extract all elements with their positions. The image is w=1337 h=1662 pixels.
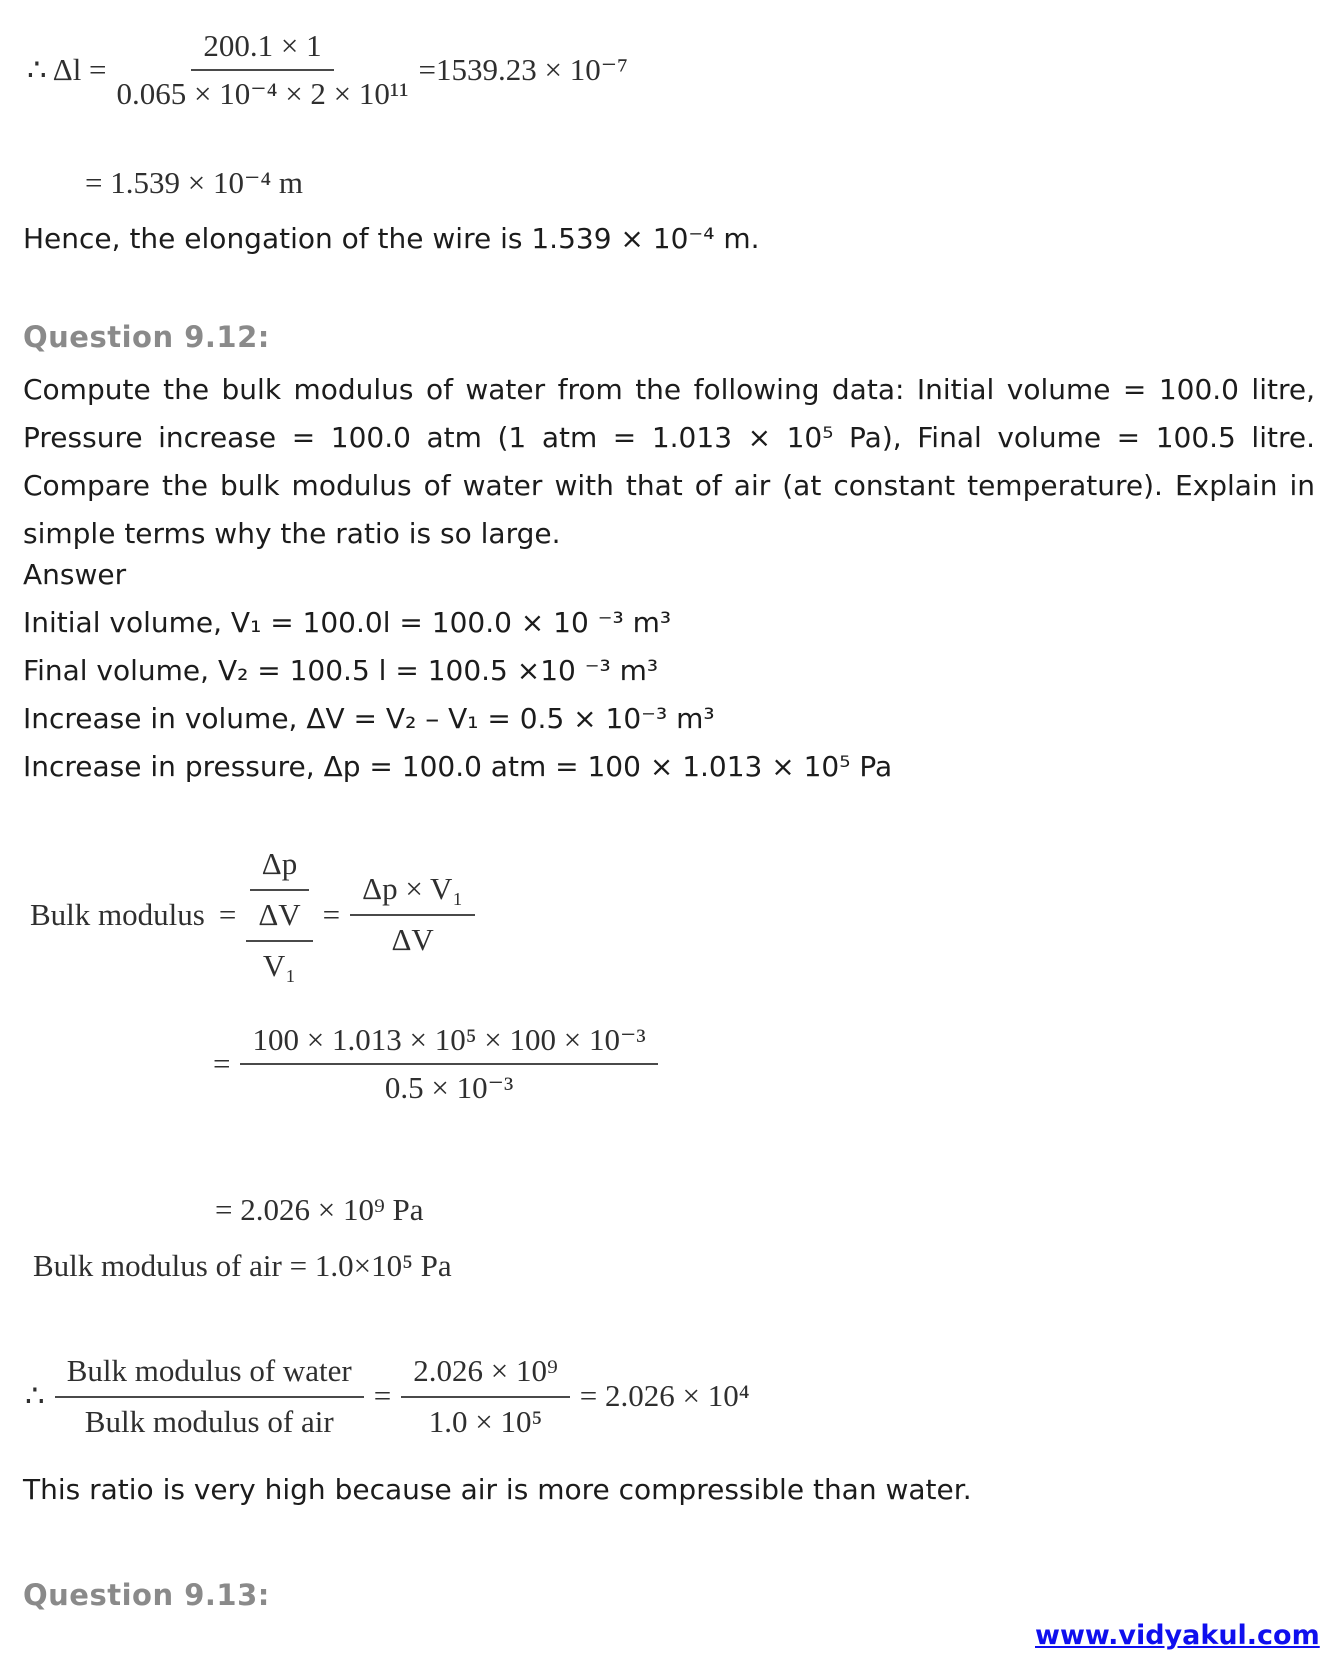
elongation-formula-result: =1539.23 × 10⁻⁷ xyxy=(418,52,628,87)
bulk-modulus-inner-denominator: V₁ xyxy=(262,947,297,983)
bulk-modulus-air-line: Bulk modulus of air = 1.0×10⁵ Pa xyxy=(33,1248,452,1283)
bulk-modulus-outer-fraction xyxy=(246,845,312,985)
bulk-modulus-second-fraction xyxy=(350,870,475,960)
elongation-fraction-numerator: 200.1 × 1 xyxy=(191,28,333,71)
bulk-modulus-equals-2: = xyxy=(322,896,341,932)
initial-volume-line: Initial volume, V₁ = 100.0l = 100.0 × 10 ⁻³ m³ xyxy=(23,606,672,639)
bulk-modulus-outer-numerator: Δp xyxy=(250,845,309,891)
question-9-12-text-line: simple terms why the ratio is so large. xyxy=(23,517,561,550)
bulk-modulus-outer-denominator xyxy=(246,891,312,986)
bulk-modulus-second-numerator: Δp × V₁ xyxy=(350,870,475,916)
bulk-calculation-numerator: 100 × 1.013 × 10⁵ × 100 × 10⁻³ xyxy=(240,1022,657,1065)
elongation-fraction xyxy=(117,28,409,112)
question-9-13-heading: Question 9.13: xyxy=(23,1578,270,1612)
bulk-result-line: = 2.026 × 10⁹ Pa xyxy=(215,1192,424,1227)
answer-label: Answer xyxy=(23,558,127,591)
bulk-calculation-denominator: 0.5 × 10⁻³ xyxy=(384,1070,514,1105)
elongation-conclusion: Hence, the elongation of the wire is 1.539 × 10⁻⁴ m. xyxy=(23,222,760,255)
ratio-denominator-label: Bulk modulus of air xyxy=(84,1403,334,1439)
bulk-modulus-label: Bulk modulus xyxy=(30,896,205,932)
vidyakul-link[interactable]: www.vidyakul.com xyxy=(1035,1620,1320,1651)
question-9-12-text-line: Compute the bulk modulus of water from the following data: Initial volume = 100.0 litre, xyxy=(23,373,1315,406)
ratio-result: = 2.026 × 10⁴ xyxy=(579,1378,750,1414)
bulk-modulus-equals-1: = xyxy=(218,896,237,932)
question-9-12-text-line: Compare the bulk modulus of water with that of air (at constant temperature). Explain in xyxy=(23,469,1315,502)
ratio-denominator-value: 1.0 × 10⁵ xyxy=(428,1403,543,1439)
final-volume-line: Final volume, V₂ = 100.5 l = 100.5 ×10 ⁻³ m³ xyxy=(23,654,659,687)
bulk-modulus-inner-numerator: ΔV xyxy=(246,896,312,942)
volume-increase-line: Increase in volume, ΔV = V₂ – V₁ = 0.5 × 10⁻³ m³ xyxy=(23,702,715,735)
pressure-increase-line: Increase in pressure, Δp = 100.0 atm = 100 × 1.013 × 10⁵ Pa xyxy=(23,750,893,783)
therefore-symbol: ∴ xyxy=(25,1378,45,1414)
question-9-12-heading: Question 9.12: xyxy=(23,320,270,354)
elongation-result-line: = 1.539 × 10⁻⁴ m xyxy=(85,165,303,200)
bulk-modulus-second-denominator: ΔV xyxy=(391,922,434,958)
bulk-calculation-frac xyxy=(240,1022,657,1106)
elongation-formula xyxy=(27,28,628,112)
ratio-equals-1: = xyxy=(373,1378,392,1414)
ratio-label-fraction xyxy=(55,1352,364,1442)
bulk-calculation-fraction xyxy=(213,1022,668,1106)
ratio-formula xyxy=(25,1352,750,1442)
question-9-12-text-line: Pressure increase = 100.0 atm (1 atm = 1.013 × 10⁵ Pa), Final volume = 100.5 litre. xyxy=(23,421,1315,454)
ratio-conclusion: This ratio is very high because air is more compressible than water. xyxy=(23,1473,972,1506)
bulk-calculation-equals: = xyxy=(213,1046,231,1081)
question-9-12-text xyxy=(23,366,1315,558)
bulk-modulus-inner-fraction xyxy=(246,896,312,986)
bulk-modulus-formula xyxy=(30,845,485,985)
ratio-numerator-label: Bulk modulus of water xyxy=(55,1352,364,1398)
ratio-numerator-value: 2.026 × 10⁹ xyxy=(401,1352,570,1398)
ratio-value-fraction xyxy=(401,1352,570,1442)
elongation-fraction-denominator: 0.065 × 10⁻⁴ × 2 × 10¹¹ xyxy=(116,76,409,111)
elongation-formula-prefix: ∴ Δl = xyxy=(27,52,107,87)
